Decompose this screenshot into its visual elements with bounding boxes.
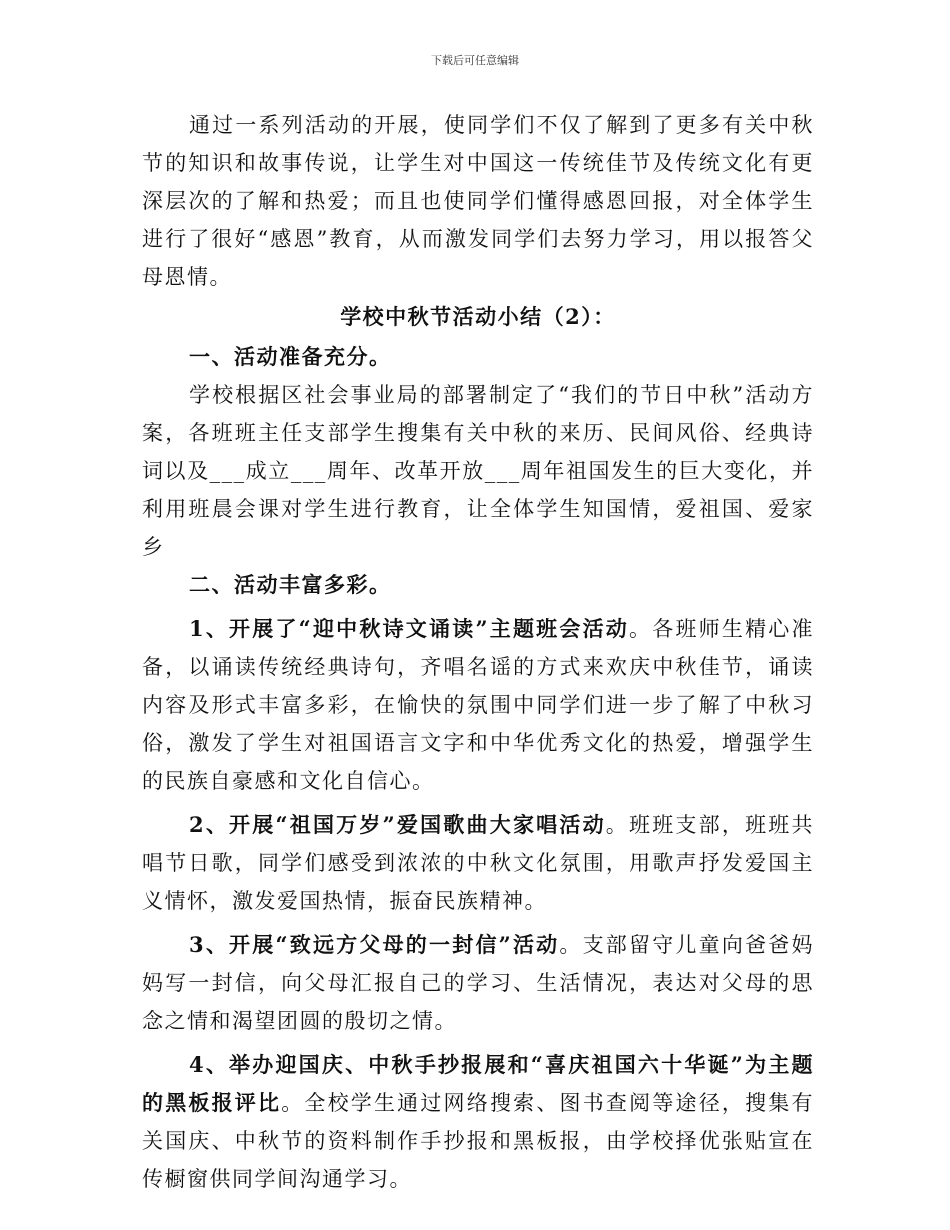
activity-item-4-lead: 4、举办迎国庆、中秋手抄报展和“喜庆祖国六十华诞”为主题的黑板报评比	[142, 1052, 814, 1115]
intro-paragraph: 通过一系列活动的开展，使同学们不仅了解到了更多有关中秋节的知识和故事传说，让学生对中国这一传统佳节及传统文化有更深层次的了解和热爱；而且也使同学们懂得感恩回报，对全体学生进行了很好“感恩”教育，从而激发同学们去努力学习，用以报答父母恩情。	[142, 113, 814, 289]
summary-title: 学校中秋节活动小结（2）：	[340, 304, 616, 329]
activity-item-2-lead: 2、开展“祖国万岁”爱国歌曲大家唱活动	[189, 812, 606, 837]
document-body	[142, 106, 814, 1198]
section-1-body: 学校根据区社会事业局的部署制定了“我们的节日中秋”活动方案，各班班主任支部学生搜集有关中秋的来历、民间风俗、经典诗词以及___成立___周年、改革开放___周年祖国发生的巨大变化，并利用班晨会课对学生进行教育，让全体学生知国情，爱祖国、爱家乡	[142, 383, 814, 559]
section-1-title: 一、活动准备充分。	[189, 344, 392, 369]
activity-item-1-lead: 1、开展了“迎中秋诗文诵读”主题班会活动	[189, 616, 630, 641]
activity-item-3-text: 。支部留守儿童向爸爸妈妈写一封信，向父母汇报自己的学习、生活情况，表达对父母的思念之情和渴望团圆的殷切之情。	[142, 933, 814, 1033]
section-2-title: 二、活动丰富多彩。	[189, 572, 392, 597]
page-header-note: 下载后可任意编辑	[431, 54, 519, 67]
activity-item-4	[142, 1046, 814, 1198]
activity-item-1-text: 。各班师生精心准备，以诵读传统经典诗句，齐唱名谣的方式来欢庆中秋佳节，诵读内容及形式丰富多彩，在愉快的氛围中同学们进一步了解了中秋习俗，激发了学生对祖国语言文字和中华优秀文化的热爱，增强学生的民族自豪感和文化自信心。	[142, 617, 814, 793]
activity-item-3	[142, 926, 814, 1040]
activity-item-2-text: 。班班支部，班班共唱节日歌，同学们感受到浓浓的中秋文化氛围，用歌声抒发爱国主义情怀，激发爱国热情，振奋民族精神。	[142, 813, 814, 913]
activity-item-3-lead: 3、开展“致远方父母的一封信”活动	[189, 932, 560, 957]
activity-item-4-text: 。全校学生通过网络搜索、图书查阅等途径，搜集有关国庆、中秋节的资料制作手抄报和黑板报，由学校择优张贴宣在传橱窗供同学间沟通学习。	[142, 1091, 815, 1191]
activity-item-2	[142, 806, 814, 920]
activity-item-1	[142, 610, 814, 800]
